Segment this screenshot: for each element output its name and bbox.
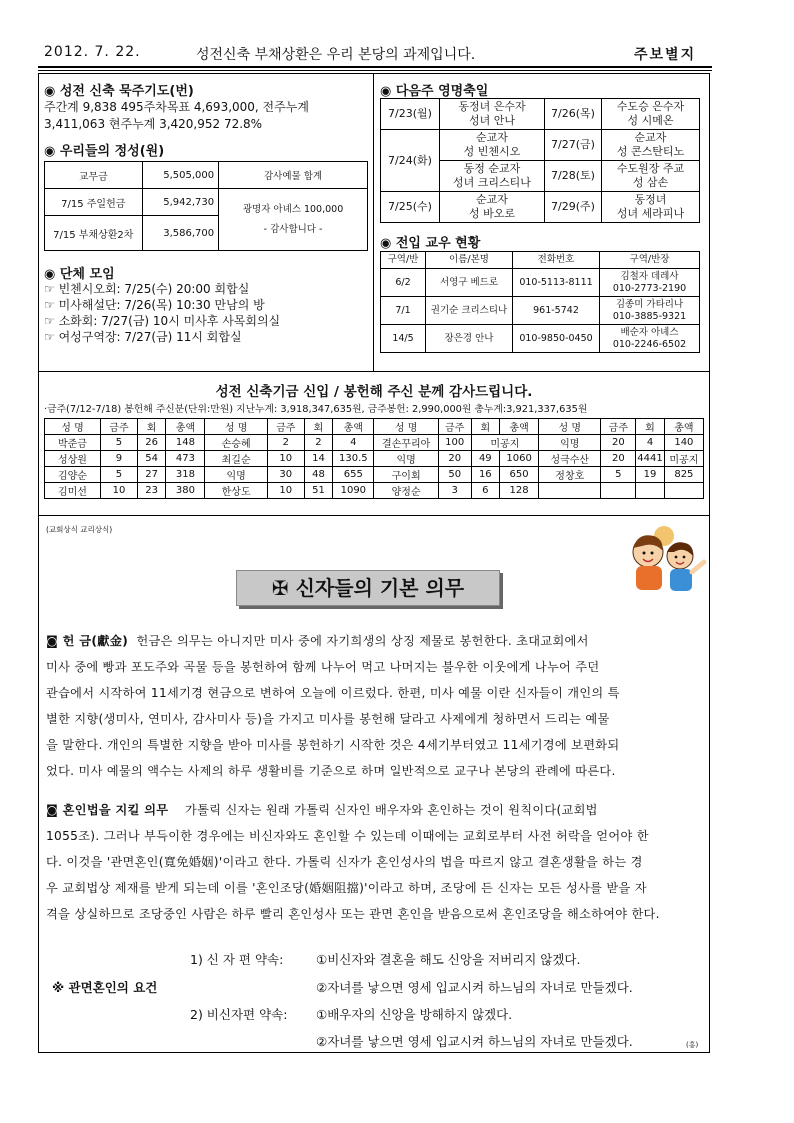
leader-name: 배순자 아녜스 [620,326,679,338]
col-header: 구역/반장 [600,252,700,269]
fund-cell: 825 [664,467,703,483]
feast-saint [440,192,545,223]
source-note: (교회상식 교리상식) [46,525,113,534]
feast-saint-title: 수도승 은수자 [616,100,685,113]
offering-value: 3,586,700 [142,216,219,251]
fund-cell: 140 [664,435,703,451]
tail-note: (홍) [686,1041,699,1049]
prayer-title: ◉ 성전 신축 묵주기도(번) [44,84,194,99]
thanks-header: 감사예물 합계 [219,162,368,189]
section-divider [38,371,710,372]
feast-table [380,98,700,223]
fund-cell: 최길순 [205,451,267,467]
marriage-heading: ◙ 혼인법을 지킬 의무 [46,803,169,817]
fund-cell: 100 [438,435,471,451]
fund-cell: 10 [267,451,304,467]
fund-row [45,451,704,467]
feast-date: 7/29(주) [545,192,602,223]
prayer-line-1: 주간계 9,838 495주차목표 4,693,000, 전주누계 [44,100,309,114]
fund-cell: 54 [137,451,166,467]
leader-name: 김종미 가타리나 [615,298,684,310]
fund-cell: 성상원 [45,451,101,467]
feast-date: 7/25(수) [381,192,440,223]
offering-text: 을 말한다. 개인의 특별한 지향을 받아 미사를 봉헌하기 시작한 것은 4세기부터였고 11세기경에 보편화되 [46,738,620,752]
fund-cell: 130.5 [333,451,374,467]
groups-title: ◉ 단체 모임 [44,267,115,282]
fund-cell: 10 [100,483,137,499]
fund-cell: 정창호 [539,467,601,483]
fund-col-header: 총액 [664,419,703,435]
fund-col-header: 금주 [601,419,636,435]
feast-saint [602,192,700,223]
fund-cell: 14 [304,451,333,467]
fund-cell: 650 [500,467,539,483]
fund-cell: 5 [100,435,137,451]
fund-cell: 318 [166,467,205,483]
cell [600,297,700,325]
fund-col-header: 총액 [166,419,205,435]
cell: 14/5 [381,325,426,353]
fund-title: 성전 신축기금 신입 / 봉헌해 주신 분께 감사드립니다. [215,384,533,400]
fund-cell: 한상도 [205,483,267,499]
group-item: ☞ 여성구역장: 7/27(금) 11시 회합실 [44,330,242,344]
cell: 권기순 크리스티나 [426,297,513,325]
feast-saint [440,130,545,161]
header-rule [38,66,712,68]
req2-promise-b: ②자녀를 낳으면 영세 입교시켜 하느님의 자녀로 만들겠다. [316,1034,633,1049]
fund-cell: 48 [304,467,333,483]
fund-cell: 2 [304,435,333,451]
offering-table [44,161,368,251]
fund-cell: 20 [438,451,471,467]
article-banner: ✠ 신자들의 기본 의무 [236,570,500,606]
feast-saint [602,161,700,192]
req1-promise-a: ①비신자와 결혼을 해도 신앙을 저버리지 않겠다. [316,952,581,967]
offering-label: 7/15 부채상환2차 [45,216,143,251]
fund-col-header: 금주 [438,419,471,435]
fund-cell: 6 [471,483,500,499]
feast-title: ◉ 다음주 영명축일 [380,84,489,99]
req1-promise-b: ②자녀를 낳으면 영세 입교시켜 하느님의 자녀로 만들겠다. [316,980,633,995]
offering-label: 7/15 주일헌금 [45,189,143,216]
marriage-text: 우 교회법상 제재를 받게 되는데 이를 '혼인조당(婚姻阻擋)'이라고 하며, 조당에 든 신자는 모든 성사를 받을 자 [46,881,647,895]
fund-cell: 2 [267,435,304,451]
fund-col-header: 총액 [333,419,374,435]
feast-date: 7/23(월) [381,99,440,130]
fund-col-header: 금주 [267,419,304,435]
fund-cell: 26 [137,435,166,451]
parishioners-table [380,251,700,353]
fund-cell: 3 [438,483,471,499]
cell: 010-5113-8111 [513,269,600,297]
group-item: ☞ 미사해설단: 7/26(목) 10:30 만남의 방 [44,298,265,312]
feast-saint-title: 순교자 [476,193,508,206]
fund-cell: 성극수산 [539,451,601,467]
col-header: 전화번호 [513,252,600,269]
parishioners-title: ◉ 전입 교우 현황 [380,236,481,251]
children-illustration-icon [618,516,710,598]
offering-title: ◉ 우리들의 정성(원) [44,144,165,159]
feast-date: 7/28(토) [545,161,602,192]
fund-cell [664,483,703,499]
fund-col-header: 성 명 [539,419,601,435]
feast-saint-name: 성 콘스탄티노 [616,145,685,158]
offering-text: 별한 지향(생미사, 연미사, 감사미사 등)을 가지고 미사를 봉헌해 달라고 사제에게 청하면서 드리는 예물 [46,712,610,726]
article-marriage [46,797,702,927]
cell: 6/2 [381,269,426,297]
feast-date: 7/26(목) [545,99,602,130]
header-rule-thin [38,70,712,71]
offering-value: 5,505,000 [142,162,219,189]
offering-label: 교무금 [45,162,143,189]
cell: 7/1 [381,297,426,325]
fund-cell: 9 [100,451,137,467]
fund-col-header: 회 [304,419,333,435]
feast-saint-title: 수도원장 주교 [616,162,685,175]
fund-col-header: 회 [471,419,500,435]
bulletin-date: 2012. 7. 22. [44,44,141,60]
fund-cell [539,483,601,499]
fund-cell: 19 [636,467,665,483]
fund-cell: 20 [601,435,636,451]
feast-saint-name: 성녀 안나 [468,114,515,127]
feast-saint-title: 순교자 [476,131,508,144]
thanks-cell [219,189,368,251]
fund-cell: 김미선 [45,483,101,499]
marriage-text: 격을 상실하므로 조당중인 사람은 하루 빨리 혼인성사 또는 관면 혼인을 받음으로써 혼인조당을 해소하여야 한다. [46,907,660,921]
bulletin-slogan: 성전신축 부채상환은 우리 본당의 과제입니다. [196,47,476,63]
fund-cell: 4 [333,435,374,451]
feast-saint-title: 순교자 [634,131,667,144]
fund-row [45,435,704,451]
feast-saint [440,161,545,192]
bulletin-label: 주보별지 [634,47,697,63]
feast-saint-name: 성녀 세라피나 [616,207,685,220]
req2-label: 2) 비신자편 약속: [190,1007,288,1022]
cell: 장은경 안나 [426,325,513,353]
fund-cell: 4441 [636,451,665,467]
fund-cell: 20 [601,451,636,467]
fund-table [44,418,704,499]
fund-cell: 박준금 [45,435,101,451]
col-header: 구역/반 [381,252,426,269]
feast-saint [440,99,545,130]
fund-col-header: 성 명 [374,419,438,435]
feast-saint-name: 성 시메온 [627,114,674,127]
fund-cell: 473 [166,451,205,467]
fund-col-header: 총액 [500,419,539,435]
fund-cell: 5 [100,467,137,483]
fund-cell: 51 [304,483,333,499]
fund-cell: 양정순 [374,483,438,499]
fund-cell: 23 [137,483,166,499]
fund-row [45,467,704,483]
feast-saint [602,130,700,161]
fund-cell: 16 [471,467,500,483]
fund-cell: 손승혜 [205,435,267,451]
leader-phone: 010-2246-6502 [612,338,687,350]
offering-text: 관습에서 시작하여 11세기경 현금으로 변하여 오늘에 이르렀다. 한편, 미사 예물 이란 신자들이 개인의 특 [46,686,620,700]
feast-saint-name: 성녀 크리스티나 [453,176,531,189]
fund-cell: 김양순 [45,467,101,483]
fund-cell [636,483,665,499]
group-item: ☞ 소화회: 7/27(금) 10시 미사후 사목회의실 [44,314,281,328]
fund-cell: 1060 [500,451,539,467]
offering-value: 5,942,730 [142,189,219,216]
fund-cell: 655 [333,467,374,483]
leader-phone: 010-3885-9321 [612,310,687,322]
section-divider-2 [38,515,710,516]
fund-cell: 익명 [205,467,267,483]
fund-col-header: 성 명 [45,419,101,435]
requirements-label: ※ 관면혼인의 요건 [52,980,158,995]
cell [600,269,700,297]
fund-cell: 10 [267,483,304,499]
feast-saint-title: 동정녀 은수자 [458,100,526,113]
fund-cell: 148 [166,435,205,451]
fund-cell: 미공지 [664,451,703,467]
fund-row [45,483,704,499]
offering-text: 미사 중에 빵과 포도주와 곡물 등을 봉헌하여 함께 나누어 먹고 나머지는 불우한 이웃에게 나누어 주던 [46,660,600,674]
fund-summary: ·금주(7/12-7/18) 봉헌해 주신분(단위:만원) 지난누계: 3,918,347,635원, 금주봉헌: 2,990,000원 총누계:3,921,337,635원 [44,404,588,415]
fund-col-header: 성 명 [205,419,267,435]
feast-saint-name: 성 빈첸시오 [463,145,521,158]
fund-cell: 익명 [539,435,601,451]
offering-text: 었다. 미사 예물의 액수는 사제의 하루 생활비를 기준으로 하며 일반적으로 교구나 본당의 관례에 따른다. [46,764,616,778]
fund-cell [601,483,636,499]
fund-cell: 30 [267,467,304,483]
feast-saint [602,99,700,130]
fund-cell: 익명 [374,451,438,467]
feast-saint-name: 성 바오로 [468,207,515,220]
cell: 961-5742 [513,297,600,325]
cell: 서영구 베드로 [426,269,513,297]
fund-cell: 5 [601,467,636,483]
fund-col-header: 회 [636,419,665,435]
feast-date: 7/27(금) [545,130,602,161]
marriage-text: 가톨릭 신자는 원래 가톨릭 신자인 배우자와 혼인하는 것이 원칙이다(교회법 [185,803,598,817]
fund-cell: 49 [471,451,500,467]
fund-cell: 미공지 [471,435,539,451]
group-item: ☞ 빈첸시오회: 7/25(수) 20:00 회합실 [44,282,250,296]
fund-col-header: 회 [137,419,166,435]
fund-cell: 4 [636,435,665,451]
fund-cell: 1090 [333,483,374,499]
column-divider [373,73,374,371]
feast-saint-title: 동정녀 [634,193,667,206]
fund-cell: 380 [166,483,205,499]
leader-phone: 010-2773-2190 [612,282,687,294]
feast-date: 7/24(화) [381,130,440,192]
offering-text: 헌금은 의무는 아니지만 미사 중에 자기희생의 상징 제물로 봉헌한다. 초대교회에서 [136,634,589,648]
fund-cell: 50 [438,467,471,483]
thanks-donor: 광명자 아녜스 100,000 [242,203,344,215]
leader-name: 김철자 데레사 [620,270,679,282]
req1-label: 1) 신 자 편 약속: [190,952,284,967]
article-offering [46,628,702,784]
marriage-text: 1055조). 그러나 부득이한 경우에는 비신자와도 혼인할 수 있는데 이때에는 교회로부터 사전 허락을 얻어야 한 [46,829,649,843]
fund-col-header: 금주 [100,419,137,435]
offering-heading: ◙ 헌 금(獻金) [46,634,129,648]
marriage-text: 다. 이것을 '관면혼인(寬免婚姻)'이라고 한다. 가톨릭 신자가 혼인성사의 법을 따르지 않고 결혼생활을 하는 경 [46,855,643,869]
prayer-line-2: 3,411,063 현주누계 3,420,952 72.8% [44,117,263,131]
feast-saint-name: 성 삼손 [632,176,669,189]
fund-cell: 구이회 [374,467,438,483]
feast-saint-title: 동정 순교자 [463,162,521,175]
fund-cell: 결손꾸리아 [374,435,438,451]
cell [600,325,700,353]
col-header: 이름/본명 [426,252,513,269]
cell: 010-9850-0450 [513,325,600,353]
fund-cell: 27 [137,467,166,483]
req2-promise-a: ①배우자의 신앙을 방해하지 않겠다. [316,1007,513,1022]
fund-cell: 128 [500,483,539,499]
thanks-note: - 감사합니다 - [263,223,323,235]
